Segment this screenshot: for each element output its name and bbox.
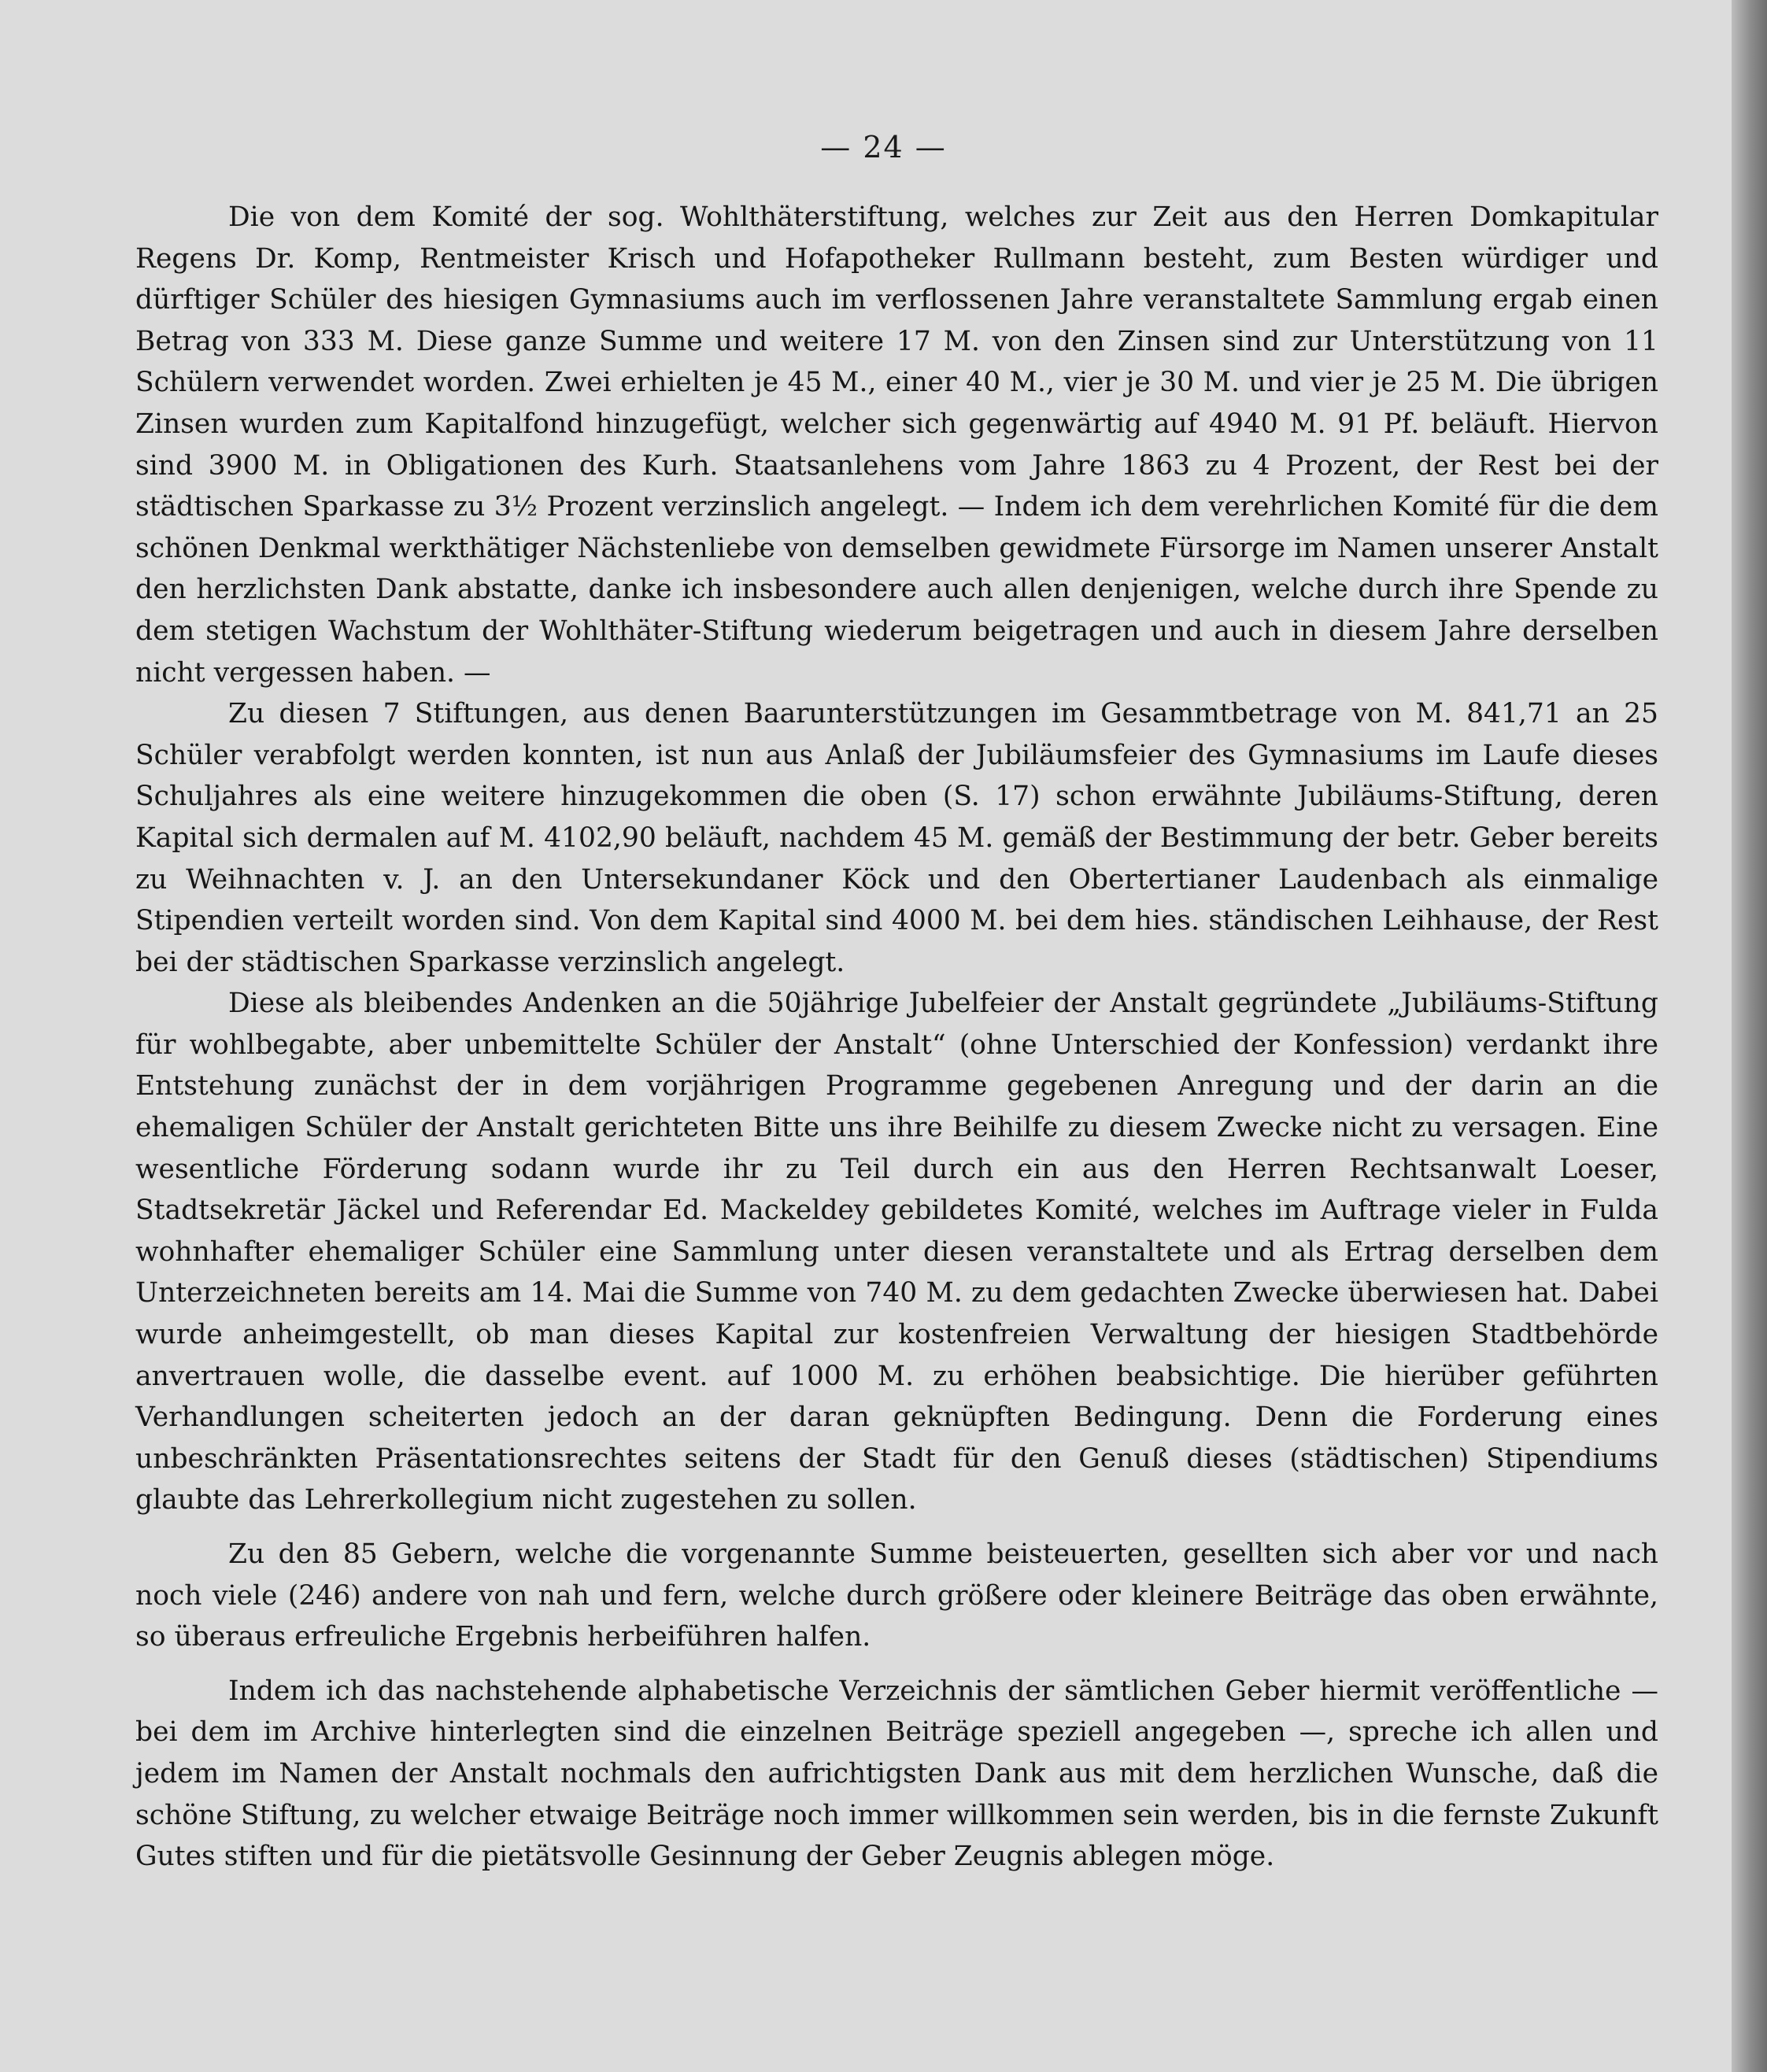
paragraph-geber: Zu den 85 Gebern, welche die vorgenannte Summe beisteuerten, gesellten sich aber vor und nach noch viele (246) andere von nah und fern, welche durch größere oder kleinere Beiträge das oben erwähnte, so überaus erfreuliche Ergebnis herbeiführen halfen. [135, 1538, 1658, 1653]
page-number: — 24 — [820, 130, 947, 164]
paragraph-verzeichnis: Indem ich das nachstehende alphabetische Verzeichnis der sämtlichen Geber hiermit veröffentliche — bei dem im Archive hinterlegten sind die einzelnen Beiträge speziell angegeben —, spreche ich allen und jedem im Namen der Anstalt nochmals den aufrichtigsten Dank aus mit dem herzlichen Wunsche, daß die schöne Stiftung, zu welcher etwaige Beiträge noch immer willkommen sein werden, bis in die fernste Zukunft Gutes stiften und für die pietätsvolle Gesinnung der Geber Zeugnis ablegen möge. [135, 1675, 1658, 1873]
paragraph-stiftungen: Zu diesen 7 Stiftungen, aus denen Baarunterstützungen im Gesammtbetrage von M. 841,71 an 25 Schüler verabfolgt werden konnten, ist nun aus Anlaß der Jubiläumsfeier des Gymnasiums im Laufe dieses Schuljahres als eine weitere hinzugekommen die oben (S. 17) schon erwähnte Jubiläums-Stiftung, deren Kapital sich dermalen auf M. 4102,90 beläuft, nachdem 45 M. gemäß der Bestimmung der betr. Geber bereits zu Weihnachten v. J. an den Untersekundaner Köck und den Obertertianer Laudenbach als einmalige Stipendien verteilt worden sind. Von dem Kapital sind 4000 M. bei dem hies. ständischen Leihhause, der Rest bei der städtischen Sparkasse verzinslich angelegt. [135, 698, 1658, 978]
paragraph-wohlthaeterstiftung: Die von dem Komité der sog. Wohlthäterstiftung, welches zur Zeit aus den Herren Domkapitular Regens Dr. Komp, Rentmeister Krisch und Hofapotheker Rullmann besteht, zum Besten würdiger und dürftiger Schüler des hiesigen Gymnasiums auch im verflossenen Jahre veranstaltete Sammlung ergab einen Betrag von 333 M. Diese ganze Summe und weitere 17 M. von den Zinsen sind zur Unterstützung von 11 Schülern verwendet worden. Zwei erhielten je 45 M., einer 40 M., vier je 30 M. und vier je 25 M. Die übrigen Zinsen wurden zum Kapitalfond hinzugefügt, welcher sich gegenwärtig auf 4940 M. 91 Pf. beläuft. Hiervon sind 3900 M. in Obligationen des Kurh. Staatsanlehens vom Jahre 1863 zu 4 Prozent, der Rest bei der städtischen Sparkasse zu 3½ Prozent verzinslich angelegt. — Indem ich dem verehrlichen Komité für die dem schönen Denkmal werkthätiger Nächstenliebe von demselben gewidmete Fürsorge im Namen unserer Anstalt den herzlichsten Dank abstatte, danke ich insbesondere auch allen denjenigen, welche durch ihre Spende zu dem stetigen Wachstum der Wohlthäter-Stiftung wiederum beigetragen und auch in diesem Jahre derselben nicht vergessen haben. — [135, 201, 1658, 689]
paragraph-jubilaeums-stiftung: Diese als bleibendes Andenken an die 50jährige Jubelfeier der Anstalt gegründete „Jubiläums-Stiftung für wohlbegabte, aber unbemittelte Schüler der Anstalt“ (ohne Unterschied der Konfession) verdankt ihre Entstehung zunächst der in dem vorjährigen Programme gegebenen Anregung und der darin an die ehemaligen Schüler der Anstalt gerichteten Bitte uns ihre Beihilfe zu diesem Zwecke nicht zu versagen. Eine wesentliche Förderung sodann wurde ihr zu Teil durch ein aus den Herren Rechtsanwalt Loeser, Stadtsekretär Jäckel und Referendar Ed. Mackeldey gebildetes Komité, welches im Auftrage vieler in Fulda wohnhafter ehemaliger Schüler eine Sammlung unter diesen veranstaltete und als Ertrag derselben dem Unterzeichneten bereits am 14. Mai die Summe von 740 M. zu dem gedachten Zwecke überwiesen hat. Dabei wurde anheimgestellt, ob man dieses Kapital zur kostenfreien Verwaltung der hiesigen Stadtbehörde anvertrauen wolle, die dasselbe event. auf 1000 M. zu erhöhen beabsichtige. Die hierüber geführten Verhandlungen scheiterten jedoch an der daran geknüpften Bedingung. Denn die Forderung eines unbeschränkten Präsentationsrechtes seitens der Stadt für den Genuß dieses (städtischen) Stipendiums glaubte das Lehrerkollegium nicht zugestehen zu sollen. [135, 988, 1658, 1516]
binding-edge [1732, 0, 1767, 2072]
body-text [135, 197, 1658, 1878]
